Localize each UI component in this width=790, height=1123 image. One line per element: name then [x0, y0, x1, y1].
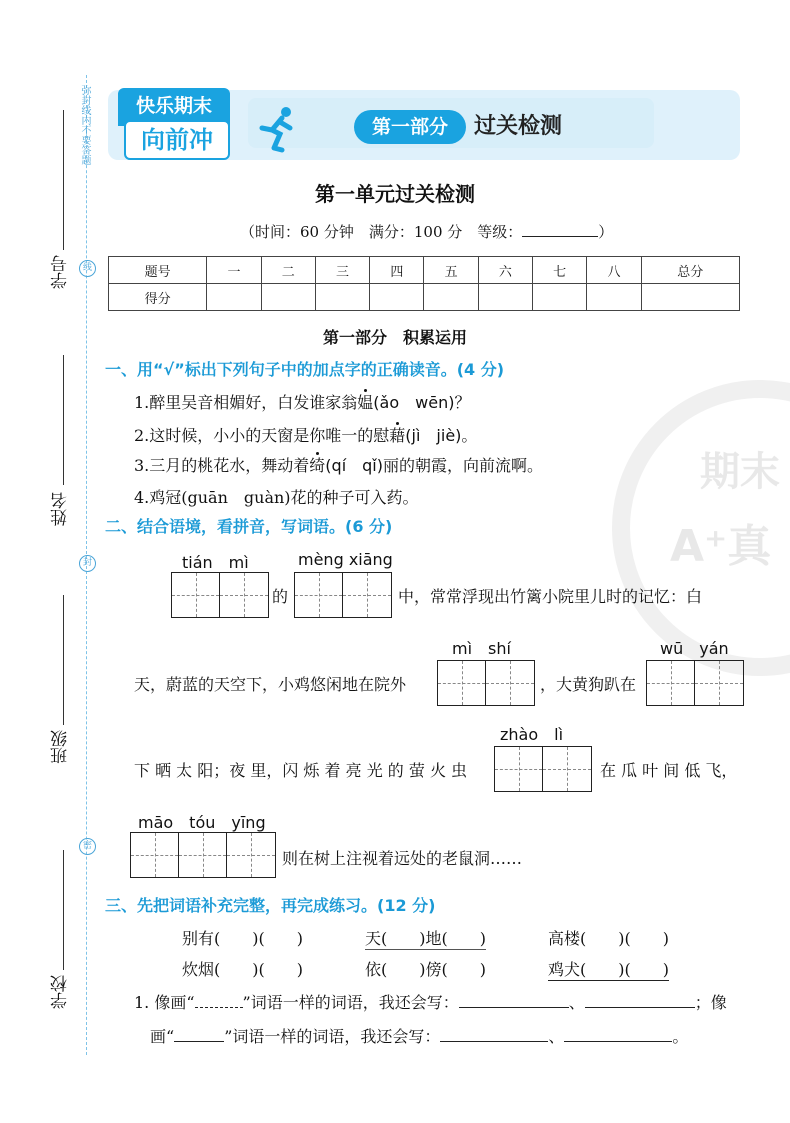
- cell-q5: 五: [424, 257, 478, 284]
- label-class: 班级: [51, 730, 71, 764]
- pinyin-1: tián mì: [182, 553, 249, 572]
- word-fill-6[interactable]: 鸡犬( )( ): [548, 957, 669, 981]
- pinyin-3: mì shí: [452, 639, 511, 658]
- pinyin-4: wū yán: [660, 639, 729, 658]
- score-input[interactable]: [370, 284, 424, 311]
- score-input[interactable]: [641, 284, 739, 311]
- cell-q7: 七: [533, 257, 587, 284]
- label-name: 姓名: [51, 492, 71, 526]
- q2-text-5: 下 晒 太 阳；夜 里，闪 烁 着 亮 光 的 萤 火 虫: [134, 761, 468, 780]
- q2-text-6: 在 瓜 叶 间 低 飞，: [600, 761, 738, 780]
- char-grid-1[interactable]: [171, 572, 269, 618]
- score-input[interactable]: [587, 284, 641, 311]
- exam-info: （时间：60 分钟 满分：100 分 等级： ）: [240, 223, 614, 241]
- watermark-text: 期末: [700, 449, 780, 495]
- char-grid-6[interactable]: [130, 832, 276, 878]
- badge-top: 快乐期末: [118, 88, 230, 126]
- char-grid-2[interactable]: [294, 572, 392, 618]
- pinyin-2: mèng xiāng: [298, 550, 393, 569]
- answer-blank-4[interactable]: [564, 1041, 672, 1042]
- q2-text-4: ，大黄狗趴在: [540, 675, 637, 694]
- part-title: 第一部分 积累运用: [322, 328, 467, 347]
- badge-main: 向前冲: [124, 120, 230, 160]
- score-value-row: [109, 284, 740, 311]
- school-line[interactable]: [63, 850, 64, 970]
- name-line[interactable]: [63, 355, 64, 485]
- q3-exercise-2: 画“ ”词语一样的词语，我还会写： 、 。: [150, 1027, 689, 1046]
- word-fill-5[interactable]: 依( )傍( ): [365, 960, 486, 979]
- cell-total: 总分: [641, 257, 739, 284]
- binding-note: 弥封线内不要答题: [79, 85, 90, 165]
- straight-blank: [174, 1041, 224, 1042]
- q2-text-7: 则在树上注视着远处的老鼠洞……: [282, 849, 523, 868]
- answer-blank-1[interactable]: [459, 1007, 569, 1008]
- cell-q2: 二: [261, 257, 315, 284]
- q2-heading: 二、结合语境，看拼音，写词语。(6 分): [105, 517, 393, 536]
- watermark-text-2: A⁺真: [670, 521, 772, 572]
- q1-line-1[interactable]: 1.醉里吴音相媚好，白发谁家翁媪(ǎo wēn)？: [134, 393, 471, 412]
- q2-text-3: 天，蔚蓝的天空下，小鸡悠闲地在院外: [134, 675, 407, 694]
- cell-q3: 三: [315, 257, 369, 284]
- class-line[interactable]: [63, 595, 64, 725]
- word-fill-3[interactable]: 高楼( )( ): [548, 929, 669, 948]
- cell-q4: 四: [370, 257, 424, 284]
- q3-heading: 三、先把词语补充完整，再完成练习。(12 分): [105, 896, 436, 915]
- part-heading: 过关检测: [474, 114, 563, 139]
- char-grid-4[interactable]: [646, 660, 744, 706]
- cell-label: 题号: [109, 257, 207, 284]
- score-header-row: [109, 257, 740, 284]
- q3-exercise-1: 1. 像画“ ”词语一样的词语，我还会写： 、 ；像: [134, 993, 727, 1012]
- answer-blank-2[interactable]: [585, 1007, 695, 1008]
- binding-circle-top: 线: [79, 260, 96, 277]
- word-fill-2[interactable]: 天( )地( ): [365, 926, 486, 950]
- answer-blank-3[interactable]: [440, 1041, 548, 1042]
- label-school: 学校: [51, 975, 71, 1009]
- page-title: 第一单元过关检测: [315, 182, 475, 206]
- cell-q1: 一: [207, 257, 261, 284]
- part-pill: 第一部分: [354, 110, 466, 144]
- pinyin-6: māo tóu yīng: [138, 813, 266, 832]
- binding-circle-bottom: 密: [79, 838, 96, 855]
- label-student-id: 学号: [51, 255, 71, 289]
- cell-q6: 六: [478, 257, 532, 284]
- word-fill-4[interactable]: 炊烟( )( ): [182, 960, 303, 979]
- score-input[interactable]: [478, 284, 532, 311]
- cell-q8: 八: [587, 257, 641, 284]
- q1-heading: 一、用“√”标出下列句子中的加点字的正确读音。(4 分): [105, 360, 505, 379]
- q2-text-1: 的: [272, 587, 289, 606]
- score-input[interactable]: [207, 284, 261, 311]
- grade-blank[interactable]: [522, 236, 598, 237]
- pinyin-5: zhào lì: [500, 725, 564, 744]
- q2-text-2: 中，常常浮现出竹篱小院里儿时的记忆：白: [398, 587, 703, 606]
- q1-line-4[interactable]: 4.鸡冠(guān guàn)花的种子可入药。: [134, 488, 419, 507]
- cell-score-label: 得分: [109, 284, 207, 311]
- char-grid-5[interactable]: [494, 746, 592, 792]
- runner-icon: [252, 104, 302, 154]
- score-input[interactable]: [315, 284, 369, 311]
- char-grid-3[interactable]: [437, 660, 535, 706]
- wavy-blank: [195, 1007, 243, 1008]
- q1-line-3[interactable]: 3.三月的桃花水，舞动着绮(qí qǐ)丽的朝霞，向前流啊。: [134, 456, 543, 475]
- binding-circle-mid: 封: [79, 555, 96, 572]
- score-table: [108, 256, 740, 311]
- q1-line-2[interactable]: 2.这时候，小小的天窗是你唯一的慰藉(jì jiè)。: [134, 426, 478, 445]
- word-fill-1[interactable]: 别有( )( ): [182, 929, 303, 948]
- score-input[interactable]: [533, 284, 587, 311]
- score-input[interactable]: [424, 284, 478, 311]
- score-input[interactable]: [261, 284, 315, 311]
